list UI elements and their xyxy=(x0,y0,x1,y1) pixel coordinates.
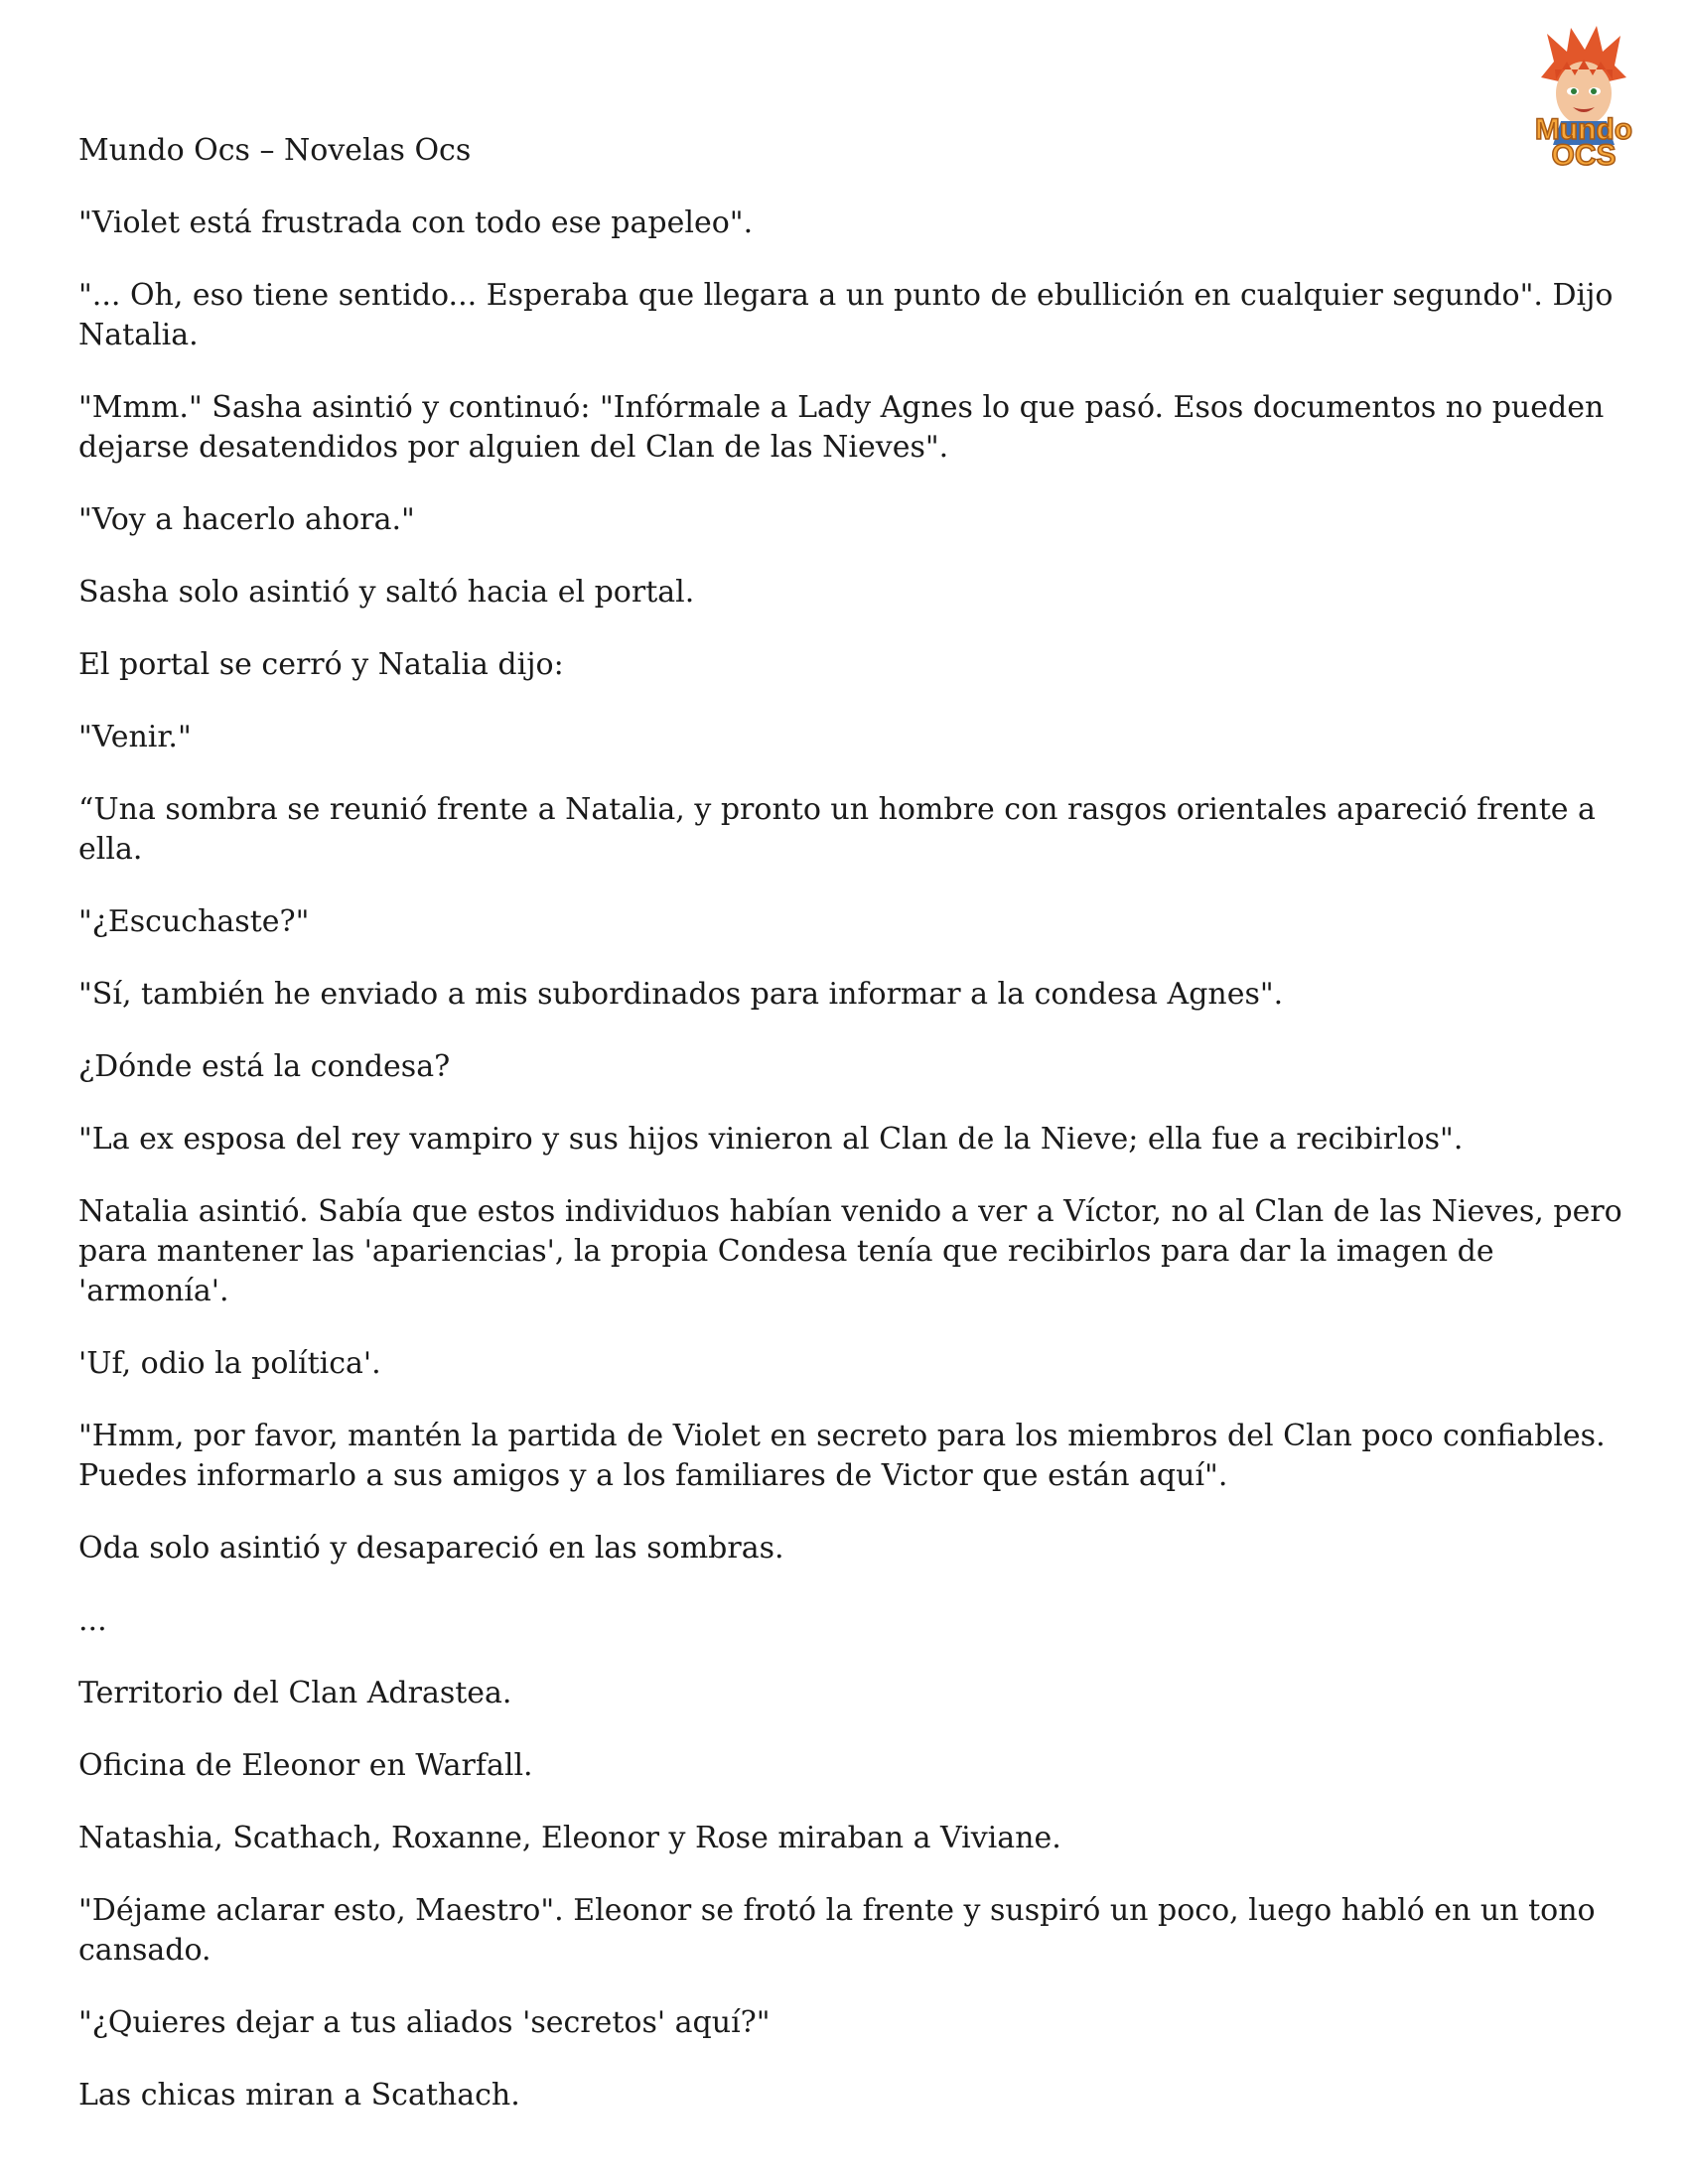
paragraph: Oficina de Eleonor en Warfall. xyxy=(78,1748,533,1783)
paragraph: "¿Quieres dejar a tus aliados 'secretos' aquí?" xyxy=(78,2005,771,2040)
paragraph: ... xyxy=(78,1603,107,1638)
paragraph: "Hmm, por favor, mantén la partida de Violet en secreto para los miembros del Clan poco confiables. Puedes informarlo a sus amigos y a los familiares de Victor que están aquí". xyxy=(78,1419,1616,1493)
paragraph: "... Oh, eso tiene sentido... Esperaba que llegara a un punto de ebullición en cualquier segundo". Dijo Natalia. xyxy=(78,278,1623,352)
logo-text-ocs: OCS xyxy=(1551,139,1617,171)
paragraph: Natalia asintió. Sabía que estos individuos habían venido a ver a Víctor, no al Clan de las Nieves, pero para mantener las 'apariencias', la propia Condesa tenía que recibirlos para dar la imagen de 'armonía'. xyxy=(78,1194,1632,1308)
paragraph: Territorio del Clan Adrastea. xyxy=(78,1676,512,1710)
paragraph: Sasha solo asintió y saltó hacia el portal. xyxy=(78,575,695,610)
paragraph: Oda solo asintió y desapareció en las sombras. xyxy=(78,1531,784,1566)
paragraph: "Déjame aclarar esto, Maestro". Eleonor se frotó la frente y suspiró un poco, luego habló en un tono cansado. xyxy=(78,1893,1606,1968)
paragraph: Natashia, Scathach, Roxanne, Eleonor y Rose miraban a Viviane. xyxy=(78,1821,1061,1855)
paragraph: Las chicas miran a Scathach. xyxy=(78,2078,520,2113)
document-header-title: Mundo Ocs – Novelas Ocs xyxy=(78,133,472,168)
paragraph: "La ex esposa del rey vampiro y sus hijos vinieron al Clan de la Nieve; ella fue a recibirlos". xyxy=(78,1122,1464,1157)
paragraph: “Una sombra se reunió frente a Natalia, y pronto un hombre con rasgos orientales apareció frente a ella. xyxy=(78,792,1606,867)
document-body xyxy=(78,131,1632,2148)
paragraph: "Voy a hacerlo ahora." xyxy=(78,502,415,537)
paragraph: El portal se cerró y Natalia dijo: xyxy=(78,647,564,682)
paragraph: "Violet está frustrada con todo ese papeleo". xyxy=(78,205,754,240)
paragraph: 'Uf, odio la política'. xyxy=(78,1346,381,1381)
paragraph: ¿Dónde está la condesa? xyxy=(78,1049,451,1084)
logo-text-mundo: Mundo xyxy=(1534,113,1633,146)
paragraph: "¿Escuchaste?" xyxy=(78,904,310,939)
paragraph: "Mmm." Sasha asintió y continuó: "Infórmale a Lady Agnes lo que pasó. Esos documentos no pueden dejarse desatendidos por alguien del Clan de las Nieves". xyxy=(78,390,1614,465)
paragraph: "Sí, también he enviado a mis subordinados para informar a la condesa Agnes". xyxy=(78,977,1284,1012)
paragraph: "Venir." xyxy=(78,720,192,754)
